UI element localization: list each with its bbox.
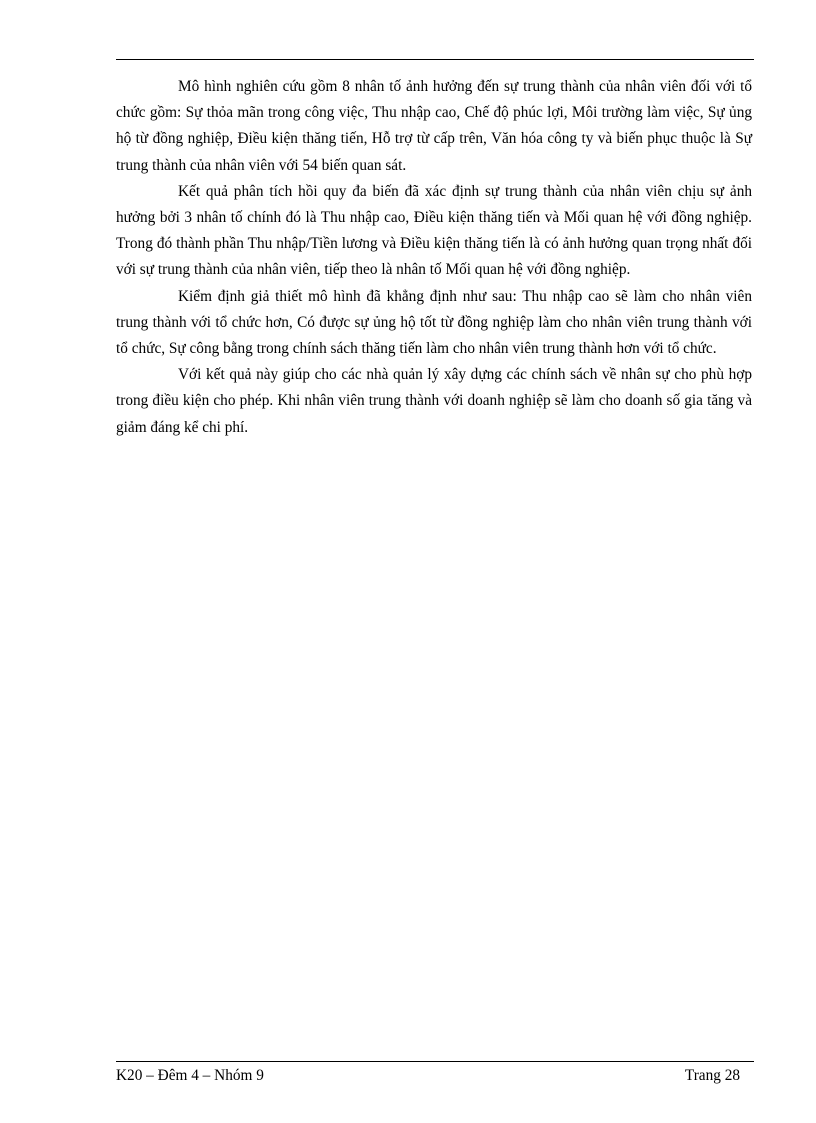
paragraph-hypothesis-testing: Kiểm định giả thiết mô hình đã khẳng định như sau: Thu nhập cao sẽ làm cho nhân viên trung thành với tổ chức hơn, Có được sự ủng hộ tốt từ đồng nghiệp làm cho nhân viên trung thành với tổ chức, Sự công bằng trong chính sách thăng tiến làm cho nhân viên trung thành hơn với tổ chức. (116, 287, 752, 358)
paragraph-conclusion: Với kết quả này giúp cho các nhà quản lý xây dựng các chính sách về nhân sự cho phù hợp trong điều kiện cho phép. Khi nhân viên trung thành với doanh nghiệp sẽ làm cho doanh số gia tăng và giảm đáng kể chi phí. (116, 366, 752, 436)
footer-rule (116, 1061, 754, 1062)
header-rule (116, 59, 754, 60)
paragraph-research-model: Mô hình nghiên cứu gồm 8 nhân tố ảnh hưởng đến sự trung thành của nhân viên đối với tổ chức gồm: Sự thỏa mãn trong công việc, Thu nhập cao, Chế độ phúc lợi, Môi trường làm việc, Sự ủng hộ từ đồng nghiệp, Điều kiện thăng tiến, Hỗ trợ từ cấp trên, Văn hóa công ty và biến phục thuộc là Sự trung thành của nhân viên với 54 biến quan sát. (116, 78, 752, 174)
body-text (116, 74, 752, 441)
footer-group-label: K20 – Đêm 4 – Nhóm 9 (116, 1067, 264, 1084)
page-number: Trang 28 (684, 1067, 740, 1084)
paragraph-regression-results: Kết quả phân tích hồi quy đa biến đã xác định sự trung thành của nhân viên chịu sự ảnh hưởng bởi 3 nhân tố chính đó là Thu nhập cao, Điều kiện thăng tiến và Mối quan hệ với đồng nghiệp. Trong đó thành phần Thu nhập/Tiền lương và Điều kiện thăng tiến là có ảnh hưởng quan trọng nhất đối với sự trung thành của nhân viên, tiếp theo là nhân tố Mối quan hệ với đồng nghiệp. (116, 182, 752, 279)
